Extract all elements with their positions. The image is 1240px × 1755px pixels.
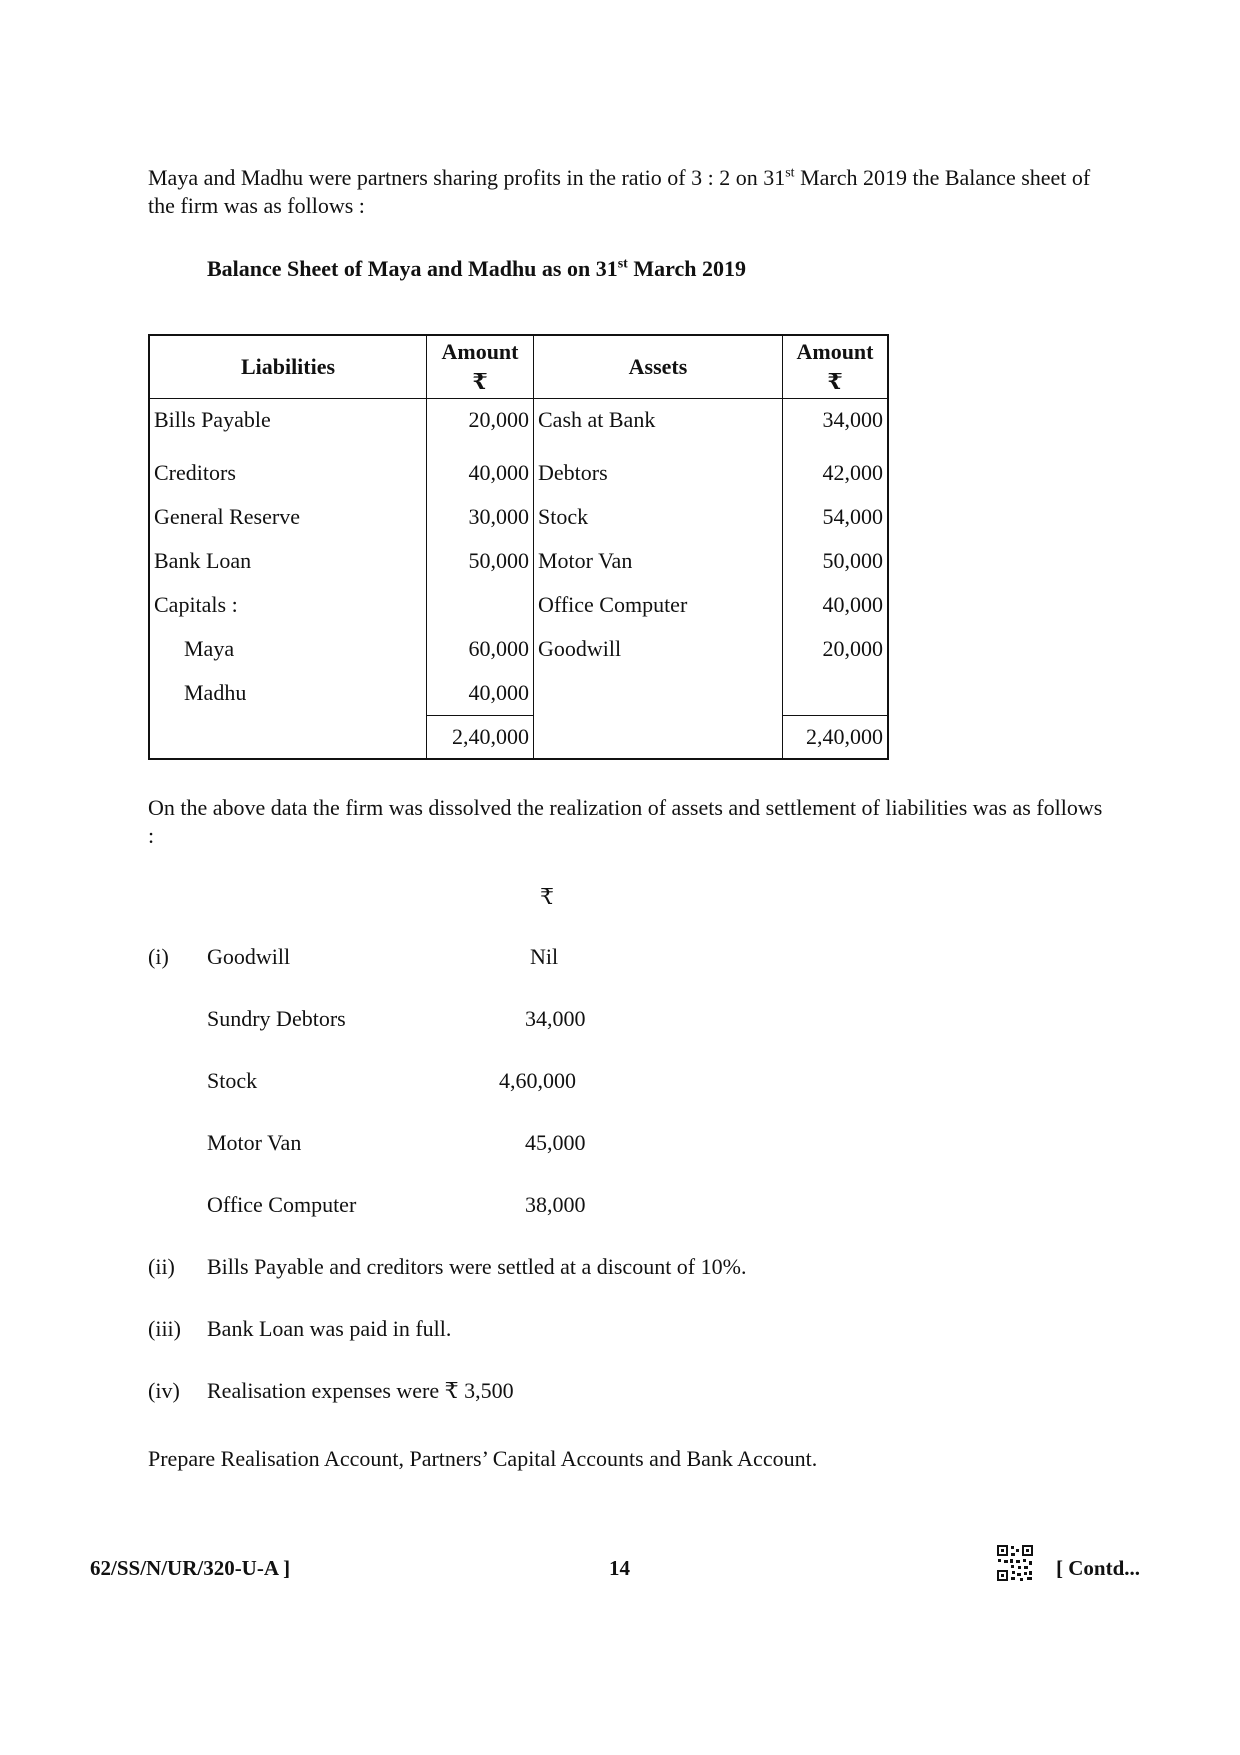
item-label: Bills Payable and creditors were settled at a discount of 10%.: [207, 1254, 747, 1279]
title-text-b: March 2019: [627, 256, 746, 281]
item-label: Realisation expenses were ₹ 3,500: [207, 1378, 514, 1403]
table-row: [149, 583, 888, 627]
total-spacer: [534, 716, 783, 760]
header-amount-label: Amount: [796, 339, 874, 364]
item-value: 34,000: [525, 1006, 586, 1031]
asset-amount-cell: 20,000: [783, 627, 889, 671]
balance-sheet-table: [148, 334, 889, 760]
item-label: Sundry Debtors: [207, 1006, 346, 1031]
total-liabilities: 2,40,000: [427, 716, 534, 760]
item-label: Motor Van: [207, 1130, 302, 1155]
table-row: [149, 451, 888, 495]
asset-cell: Office Computer: [534, 583, 783, 627]
item-value: Nil: [530, 944, 559, 969]
paper-code: 62/SS/N/UR/320-U-A ]: [90, 1556, 291, 1580]
liability-cell: Madhu: [149, 671, 427, 716]
asset-amount-cell: 34,000: [783, 399, 889, 452]
liability-amount-cell: [427, 583, 534, 627]
item-number: (iii): [148, 1316, 181, 1341]
item-value: 4,60,000: [499, 1068, 576, 1093]
asset-cell: Goodwill: [534, 627, 783, 671]
table-row: [149, 627, 888, 671]
asset-amount-cell: 42,000: [783, 451, 889, 495]
rupee-icon: ₹: [472, 369, 488, 394]
asset-amount-cell: 50,000: [783, 539, 889, 583]
intro-text-a: Maya and Madhu were partners sharing profits in the ratio of 3 : 2 on 31: [148, 165, 786, 190]
table-row: [149, 399, 888, 452]
liability-amount-cell: 40,000: [427, 451, 534, 495]
item-label: Office Computer: [207, 1192, 357, 1217]
asset-amount-cell: 54,000: [783, 495, 889, 539]
liability-cell: Capitals :: [149, 583, 427, 627]
qr-code-icon: [996, 1544, 1034, 1582]
question-instruction: Prepare Realisation Account, Partners’ Capital Accounts and Bank Account.: [148, 1446, 818, 1471]
item-number: (ii): [148, 1254, 175, 1279]
liability-cell: Bills Payable: [149, 399, 427, 452]
liability-amount-cell: 60,000: [427, 627, 534, 671]
table-row: [149, 539, 888, 583]
total-spacer: [149, 716, 427, 760]
liability-cell: Bank Loan: [149, 539, 427, 583]
liability-amount-cell: 30,000: [427, 495, 534, 539]
page-number: 14: [609, 1556, 630, 1580]
item-label: Stock: [207, 1068, 258, 1093]
header-liabilities: Liabilities: [149, 335, 427, 399]
asset-amount-cell: 40,000: [783, 583, 889, 627]
asset-cell: Motor Van: [534, 539, 783, 583]
liability-cell: Maya: [149, 627, 427, 671]
rupee-icon: ₹: [540, 884, 554, 909]
liability-amount-cell: 20,000: [427, 399, 534, 452]
item-number: (i): [148, 944, 169, 969]
rupee-icon: ₹: [827, 369, 843, 394]
liability-amount-cell: 40,000: [427, 671, 534, 716]
asset-amount-cell: [783, 671, 889, 716]
liability-cell: General Reserve: [149, 495, 427, 539]
item-number: (iv): [148, 1378, 180, 1403]
intro-text-b: March 2019 the Balance sheet of the firm was as follows :: [148, 165, 1091, 218]
liability-cell: Creditors: [149, 451, 427, 495]
header-liabilities-amount: [427, 335, 534, 399]
table-header-row: [149, 335, 888, 399]
table-row: [149, 495, 888, 539]
asset-cell: Debtors: [534, 451, 783, 495]
asset-cell: Stock: [534, 495, 783, 539]
continued-marker: [ Contd...: [1056, 1556, 1141, 1580]
total-assets: 2,40,000: [783, 716, 889, 760]
title-sup: st: [617, 256, 628, 272]
asset-cell: [534, 671, 783, 716]
title-text-a: Balance Sheet of Maya and Madhu as on 31: [207, 256, 618, 281]
intro-paragraph: [148, 164, 1108, 220]
liability-amount-cell: 50,000: [427, 539, 534, 583]
table-total-row: [149, 716, 888, 760]
asset-cell: Cash at Bank: [534, 399, 783, 452]
item-label: Bank Loan was paid in full.: [207, 1316, 452, 1341]
header-assets: Assets: [534, 335, 783, 399]
table-row: [149, 671, 888, 716]
item-value: 45,000: [525, 1130, 586, 1155]
item-label: Goodwill: [207, 944, 291, 969]
header-amount-label: Amount: [441, 339, 519, 364]
header-assets-amount: [783, 335, 889, 399]
intro-sup: st: [785, 165, 795, 181]
item-value: 38,000: [525, 1192, 586, 1217]
dissolution-paragraph: On the above data the firm was dissolved the realization of assets and settlement of liabilities was as follows :: [148, 795, 1103, 848]
balance-sheet-title: [207, 256, 746, 282]
